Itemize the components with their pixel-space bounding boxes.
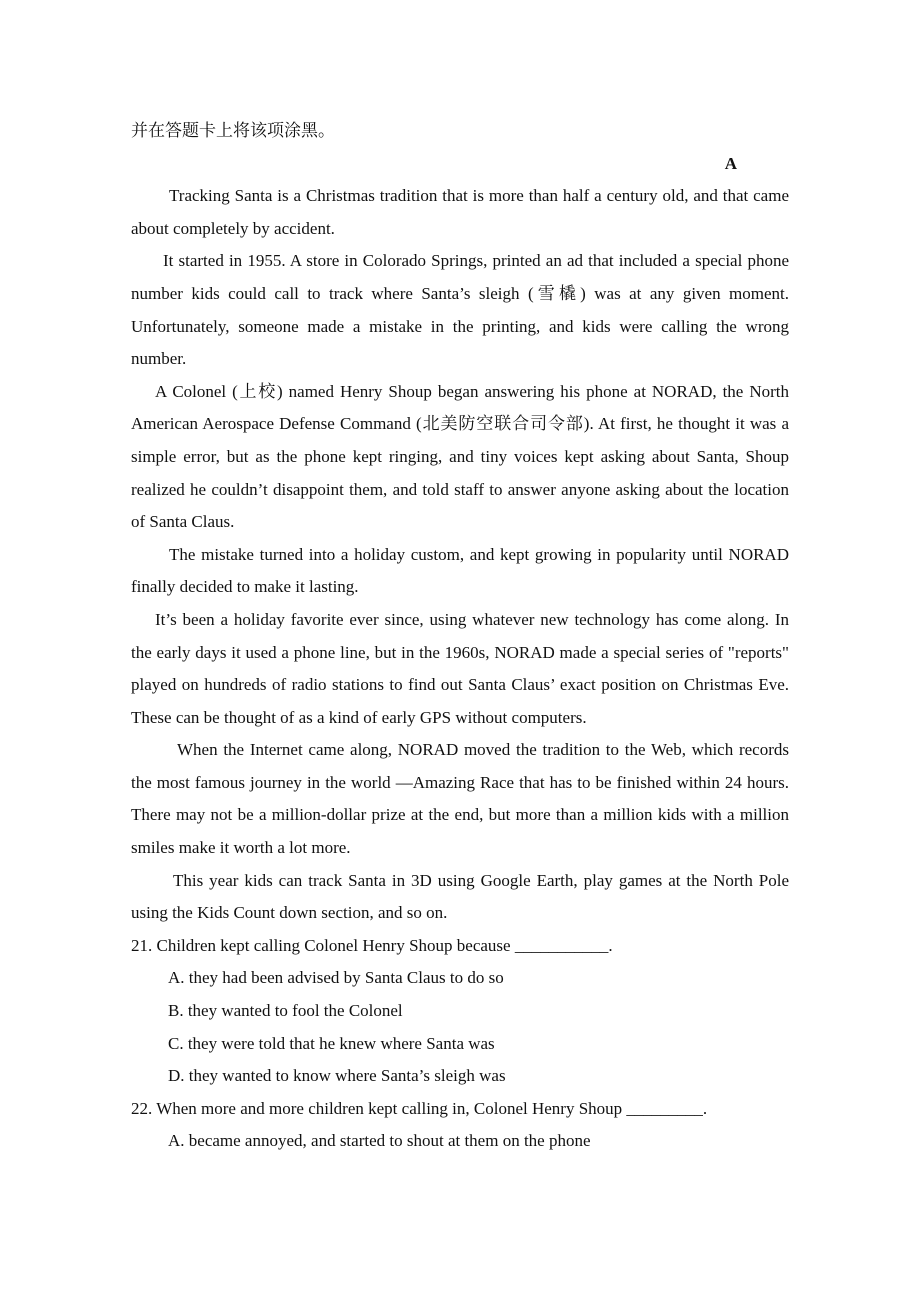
intro-line: 并在答题卡上将该项涂黑。 (131, 121, 335, 140)
question-21-option-b: B. they wanted to fool the Colonel (168, 1001, 403, 1021)
document-page (131, 115, 789, 1158)
question-22-option-a: A. became annoyed, and started to shout at them on the phone (168, 1131, 591, 1151)
section-heading: A (724, 153, 737, 173)
paragraph-4: The mistake turned into a holiday custom, and kept growing in popularity until NORAD finally decided to make it lasting. (131, 544, 789, 597)
question-21-stem: 21. Children kept calling Colonel Henry Shoup because ___________. (131, 935, 613, 955)
question-21-option-c: C. they were told that he knew where Santa was (168, 1033, 495, 1053)
paragraph-7: This year kids can track Santa in 3D using Google Earth, play games at the North Pole using the Kids Count down section, and so on. (131, 870, 789, 923)
paragraph-3: A Colonel (上校) named Henry Shoup began answering his phone at NORAD, the North American Aerospace Defense Command (北美防空联合司令部). At first, he thought it was a simple error, but as the phone kept ringing, and tiny voices kept asking about Santa, Shoup realized he couldn’t disappoint them, and told staff to answer anyone asking about the location of Santa Claus. (131, 381, 789, 532)
question-21-option-a: A. they had been advised by Santa Claus to do so (168, 968, 504, 988)
question-21-option-d: D. they wanted to know where Santa’s sleigh was (168, 1066, 506, 1086)
paragraph-5: It’s been a holiday favorite ever since, using whatever new technology has come along. In the early days it used a phone line, but in the 1960s, NORAD made a special series of "reports" played on hundreds of radio stations to find out Santa Claus’ exact position on Christmas Eve. These can be thought of as a kind of early GPS without computers. (131, 609, 789, 727)
question-22-stem: 22. When more and more children kept calling in, Colonel Henry Shoup _________. (131, 1098, 708, 1118)
paragraph-6: When the Internet came along, NORAD moved the tradition to the Web, which records the most famous journey in the world —Amazing Race that has to be finished within 24 hours. There may not be a million-dollar prize at the end, but more than a million kids with a million smiles make it worth a lot more. (131, 740, 789, 858)
paragraph-1: Tracking Santa is a Christmas tradition that is more than half a century old, and that came about completely by accident. (131, 186, 789, 238)
paragraph-2: It started in 1955. A store in Colorado Springs, printed an ad that included a special phone number kids could call to track where Santa’s sleigh (雪橇) was at any given moment. Unfortunately, someone made a mistake in the printing, and kids were calling the wrong number. (131, 251, 789, 369)
